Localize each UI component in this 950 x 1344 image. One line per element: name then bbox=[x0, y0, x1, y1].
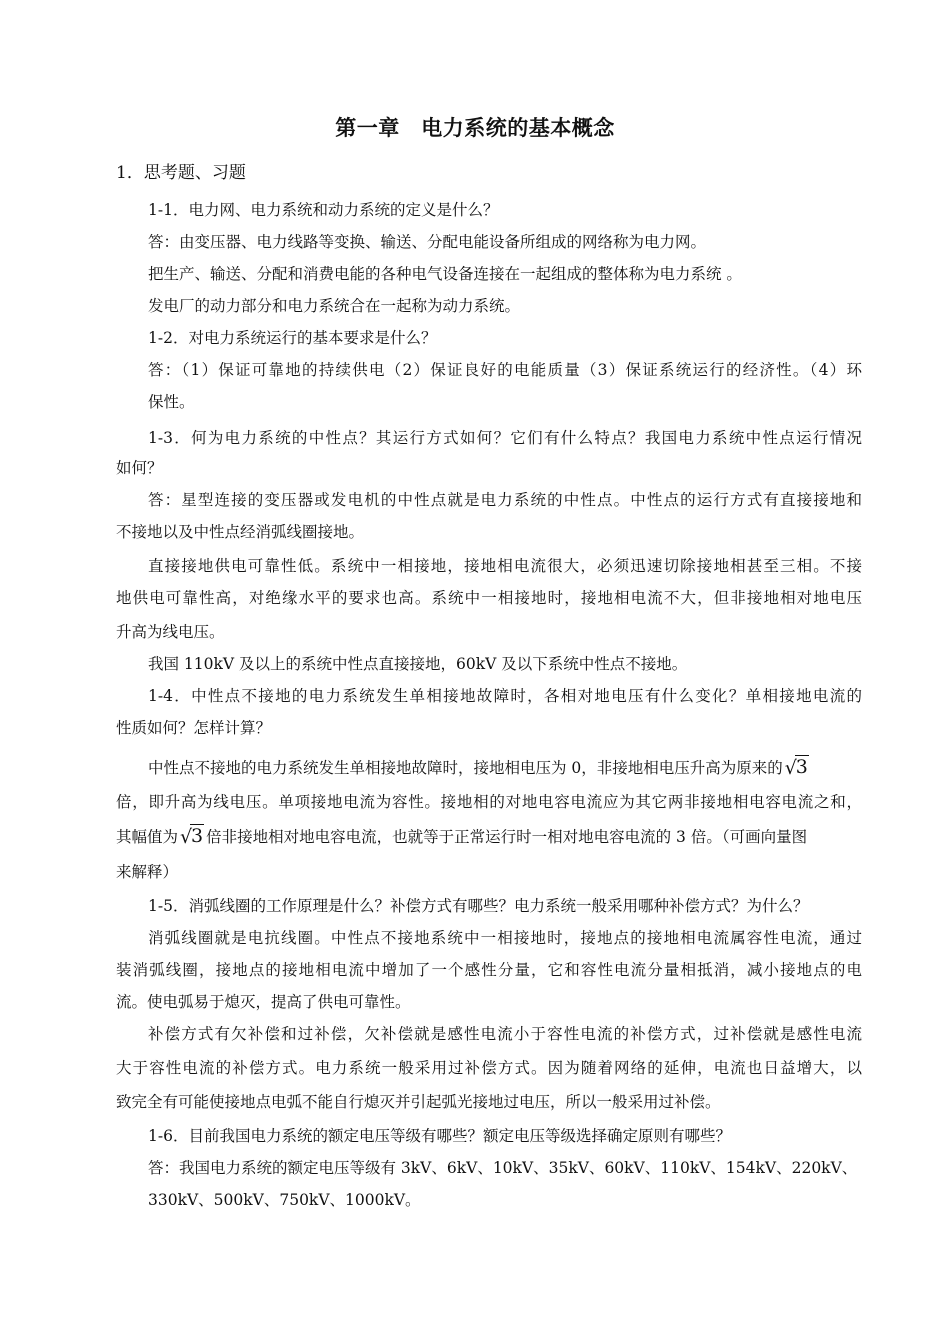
answer-1-4-text-3a: 其幅值为 bbox=[116, 828, 179, 846]
answer-1-3-line-5: 升高为线电压。 bbox=[116, 623, 225, 641]
answer-1-6-line-2: 330kV、500kV、750kV、1000kV。 bbox=[148, 1191, 421, 1209]
answer-1-4-text-1: 中性点不接地的电力系统发生单相接地故障时，接地相电压为 0，非接地相电压升高为原来的 bbox=[148, 759, 783, 777]
answer-1-5-line-4: 补偿方式有欠补偿和过补偿，欠补偿就是感性电流小于容性电流的补偿方式，过补偿就是感性电流 bbox=[148, 1025, 862, 1043]
answer-1-3-line-4: 地供电可靠性高，对绝缘水平的要求也高。系统中一相接地时，接地相电流不大，但非接地相对地电压 bbox=[116, 589, 862, 607]
answer-1-1-line-1: 答：由变压器、电力线路等变换、输送、分配电能设备所组成的网络称为电力网。 bbox=[148, 233, 707, 251]
sqrt-three-symbol: √ 3 bbox=[784, 756, 808, 779]
answer-1-3-line-3: 直接接地供电可靠性低。系统中一相接地，接地相电流很大，必须迅速切除接地相甚至三相。不接 bbox=[148, 557, 862, 575]
answer-1-3-line-1: 答：星型连接的变压器或发电机的中性点就是电力系统的中性点。中性点的运行方式有直接接地和 bbox=[148, 491, 862, 509]
answer-1-4-line-4: 来解释） bbox=[116, 863, 179, 881]
answer-1-5-line-6: 致完全有可能使接地点电弧不能自行熄灭并引起弧光接地过电压，所以一般采用过补偿。 bbox=[116, 1093, 721, 1111]
answer-1-3-line-6: 我国 110kV 及以上的系统中性点直接接地，60kV 及以下系统中性点不接地。 bbox=[148, 655, 688, 673]
chapter-title: 第一章 电力系统的基本概念 bbox=[335, 116, 615, 140]
question-1-5: 1-5．消弧线圈的工作原理是什么？补偿方式有哪些？电力系统一般采用哪种补偿方式？为什么？ bbox=[148, 897, 809, 915]
answer-1-5-line-3: 流。使电弧易于熄灭，提高了供电可靠性。 bbox=[116, 993, 411, 1011]
question-1-1: 1-1．电力网、电力系统和动力系统的定义是什么？ bbox=[148, 201, 499, 219]
answer-1-5-line-5: 大于容性电流的补偿方式。电力系统一般采用过补偿方式。因为随着网络的延伸，电流也日益增大，以 bbox=[116, 1059, 862, 1077]
sqrt-three-symbol: √ 3 bbox=[180, 825, 204, 848]
answer-1-2-line-2: 保性。 bbox=[148, 393, 195, 411]
question-1-4-line-1: 1-4．中性点不接地的电力系统发生单相接地故障时，各相对地电压有什么变化？单相接地电流的 bbox=[148, 687, 862, 705]
answer-1-4-line-3 bbox=[116, 826, 807, 847]
answer-1-2-line-1: 答：（1）保证可靠地的持续供电（2）保证良好的电能质量（3）保证系统运行的经济性。（4）环 bbox=[148, 361, 862, 379]
answer-1-6-line-1: 答：我国电力系统的额定电压等级有 3kV、6kV、10kV、35kV、60kV、110kV、154kV、220kV、 bbox=[148, 1159, 858, 1177]
section-heading: 1．思考题、习题 bbox=[116, 163, 246, 183]
question-1-6: 1-6．目前我国电力系统的额定电压等级有哪些？额定电压等级选择确定原则有哪些？ bbox=[148, 1127, 731, 1145]
answer-1-1-line-2: 把生产、输送、分配和消费电能的各种电气设备连接在一起组成的整体称为电力系统 。 bbox=[148, 265, 742, 283]
answer-1-1-line-3: 发电厂的动力部分和电力系统合在一起称为动力系统。 bbox=[148, 297, 521, 315]
question-1-2: 1-2．对电力系统运行的基本要求是什么？ bbox=[148, 329, 437, 347]
question-1-4-line-2: 性质如何？怎样计算？ bbox=[116, 719, 272, 737]
answer-1-5-line-2: 装消弧线圈，接地点的接地相电流中增加了一个感性分量，它和容性电流分量相抵消，减小接地点的电 bbox=[116, 961, 862, 979]
question-1-3-line-1: 1-3．何为电力系统的中性点？其运行方式如何？它们有什么特点？我国电力系统中性点运行情况 bbox=[148, 429, 862, 447]
answer-1-4-line-2: 倍，即升高为线电压。单项接地电流为容性。接地相的对地电容电流应为其它两非接地相电容电流之和， bbox=[116, 793, 862, 811]
answer-1-4-line-1 bbox=[148, 757, 811, 778]
answer-1-3-line-2: 不接地以及中性点经消弧线圈接地。 bbox=[116, 523, 365, 541]
answer-1-4-text-3b: 倍非接地相对地电容电流，也就等于正常运行时一相对地电容电流的 3 倍。（可画向量图 bbox=[206, 828, 808, 846]
answer-1-5-line-1: 消弧线圈就是电抗线圈。中性点不接地系统中一相接地时，接地点的接地相电流属容性电流，通过 bbox=[148, 929, 862, 947]
question-1-3-line-2: 如何？ bbox=[116, 459, 163, 477]
